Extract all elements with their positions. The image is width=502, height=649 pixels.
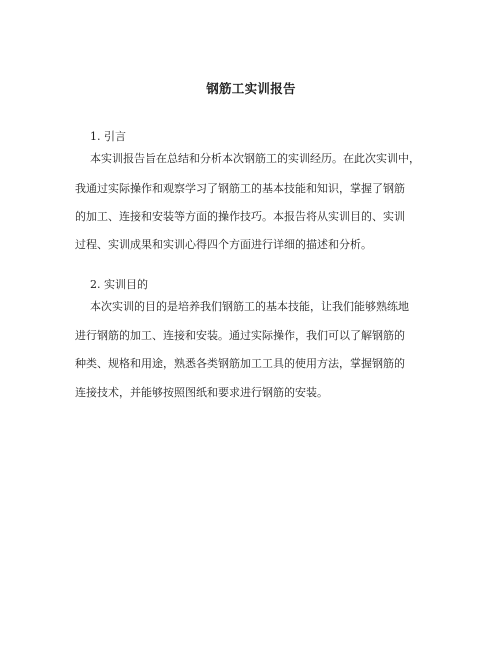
paragraph-line: 过程、实训成果和实训心得四个方面进行详细的描述和分析。 bbox=[75, 238, 372, 251]
paragraph-line: 进行钢筋的加工、连接和安装。通过实际操作，我们可以了解钢筋的 bbox=[75, 329, 405, 342]
paragraph-line: 的加工、连接和安装等方面的操作技巧。本报告将从实训目的、实训 bbox=[75, 210, 405, 223]
paragraph-line: 本实训报告旨在总结和分析本次钢筋工的实训经历。在此次实训中， bbox=[90, 152, 420, 165]
section-heading-purpose: 2. 实训目的 bbox=[90, 278, 148, 291]
paragraph-line: 我通过实际操作和观察学习了钢筋工的基本技能和知识，掌握了钢筋 bbox=[75, 182, 405, 195]
paragraph-line: 种类、规格和用途，熟悉各类钢筋加工工具的使用方法，掌握钢筋的 bbox=[75, 357, 405, 370]
section-heading-introduction: 1. 引言 bbox=[90, 130, 126, 143]
document-title: 钢筋工实训报告 bbox=[206, 81, 296, 96]
paragraph-line: 本次实训的目的是培养我们钢筋工的基本技能，让我们能够熟练地 bbox=[90, 300, 409, 313]
paragraph-line: 连接技术，并能够按照图纸和要求进行钢筋的安装。 bbox=[75, 386, 328, 399]
